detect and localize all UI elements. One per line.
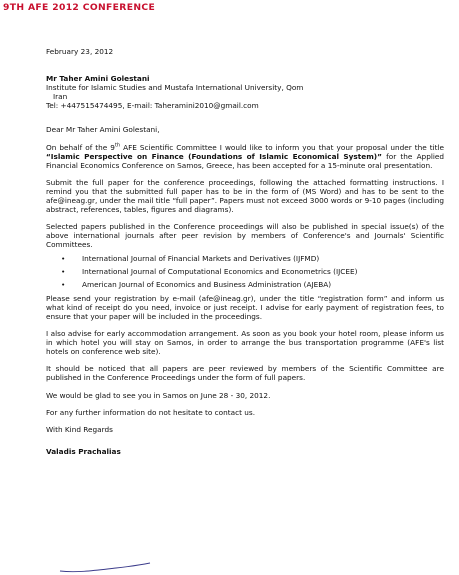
journal-name: American Journal of Economics and Business Administration (AJEBA): [82, 279, 332, 289]
paragraph-acceptance: [46, 143, 444, 170]
journal-item: [46, 267, 444, 276]
letter-body: [46, 47, 444, 456]
salutation: Dear Mr Taher Amini Golestani,: [46, 125, 160, 135]
journal-item: [46, 254, 444, 263]
signer-name: Valadis Prachalias: [46, 446, 121, 456]
recipient-block: [46, 74, 444, 110]
journal-item: [46, 280, 444, 289]
journal-list: [46, 254, 444, 289]
bullet-glyph: •: [61, 266, 66, 276]
paragraph-contact: For any further information do not hesitate to contact us.: [46, 407, 256, 417]
paragraph-publication: Selected papers published in the Conference proceedings will also be published in special issue(s) of the above international journals after peer revision by members of Conference's and Journals' Scientific Committees.: [46, 222, 444, 250]
paragraph-submission: Submit the full paper for the conference proceedings, following the attached formatting instructions. I remind you that the submitted full paper has to be in the form of (MS Word) and has to be sent to the afe@ineag.gr, under the mail title “full paper”. Papers must not exceed 3000 words or 9-10 pages (including abstract, references, tables, figures and diagrams).: [46, 177, 444, 215]
recipient-institution: Institute for Islamic Studies and Mustafa International University, Qom: [46, 83, 304, 93]
recipient-country: Iran: [53, 92, 68, 102]
paragraph-dates: We would be glad to see you in Samos on June 28 - 30, 2012.: [46, 390, 271, 400]
paragraph-peer-review: It should be noticed that all papers are peer reviewed by members of the Scientific Committee are published in the Conference Proceedings under the form of full papers.: [46, 364, 444, 383]
recipient-name: Mr Taher Amini Golestani: [46, 74, 150, 84]
acceptance-text-b: AFE Scientific Committee I would like to inform you that your proposal under the title: [120, 142, 444, 152]
journal-name: International Journal of Financial Markets and Derivatives (IJFMD): [82, 253, 320, 263]
paragraph-registration: Please send your registration by e-mail (afe@ineag.gr), under the title “registration form” and inform us what kind of receipt do you need, invoice or just receipt. I advise for early payment of registration fees, to ensure that your paper will be included in the proceedings.: [46, 293, 444, 321]
letter-date: February 23, 2012: [46, 47, 114, 56]
acceptance-text-a: On behalf of the 9: [46, 142, 115, 152]
acceptance-text-c: for the Applied Financial Economics Conference on Samos, Greece, has been accepted for a 15-minute oral presentation.: [46, 151, 445, 170]
paragraph-accommodation: I also advise for early accommodation arrangement. As soon as you book your hotel room, please inform us in which hotel you will stay on Samos, in order to arrange the bus transportation programme (AFE's list hotels on conference web site).: [46, 329, 444, 357]
conference-header-title: 9TH AFE 2012 CONFERENCE: [3, 2, 156, 13]
journal-name: International Journal of Computational Economics and Econometrics (IJCEE): [82, 266, 358, 276]
recipient-contact: Tel: +447515474495, E-mail: Taheramini2010@gmail.com: [46, 101, 259, 111]
handwritten-signature: [58, 561, 152, 575]
bullet-glyph: •: [61, 253, 66, 263]
acceptance-ordinal-suffix: th: [114, 142, 121, 149]
bullet-glyph: •: [61, 279, 66, 289]
paper-title: “Islamic Perspective on Finance (Foundations of Islamic Economical System)”: [46, 151, 382, 161]
closing-line: With Kind Regards: [46, 424, 113, 434]
